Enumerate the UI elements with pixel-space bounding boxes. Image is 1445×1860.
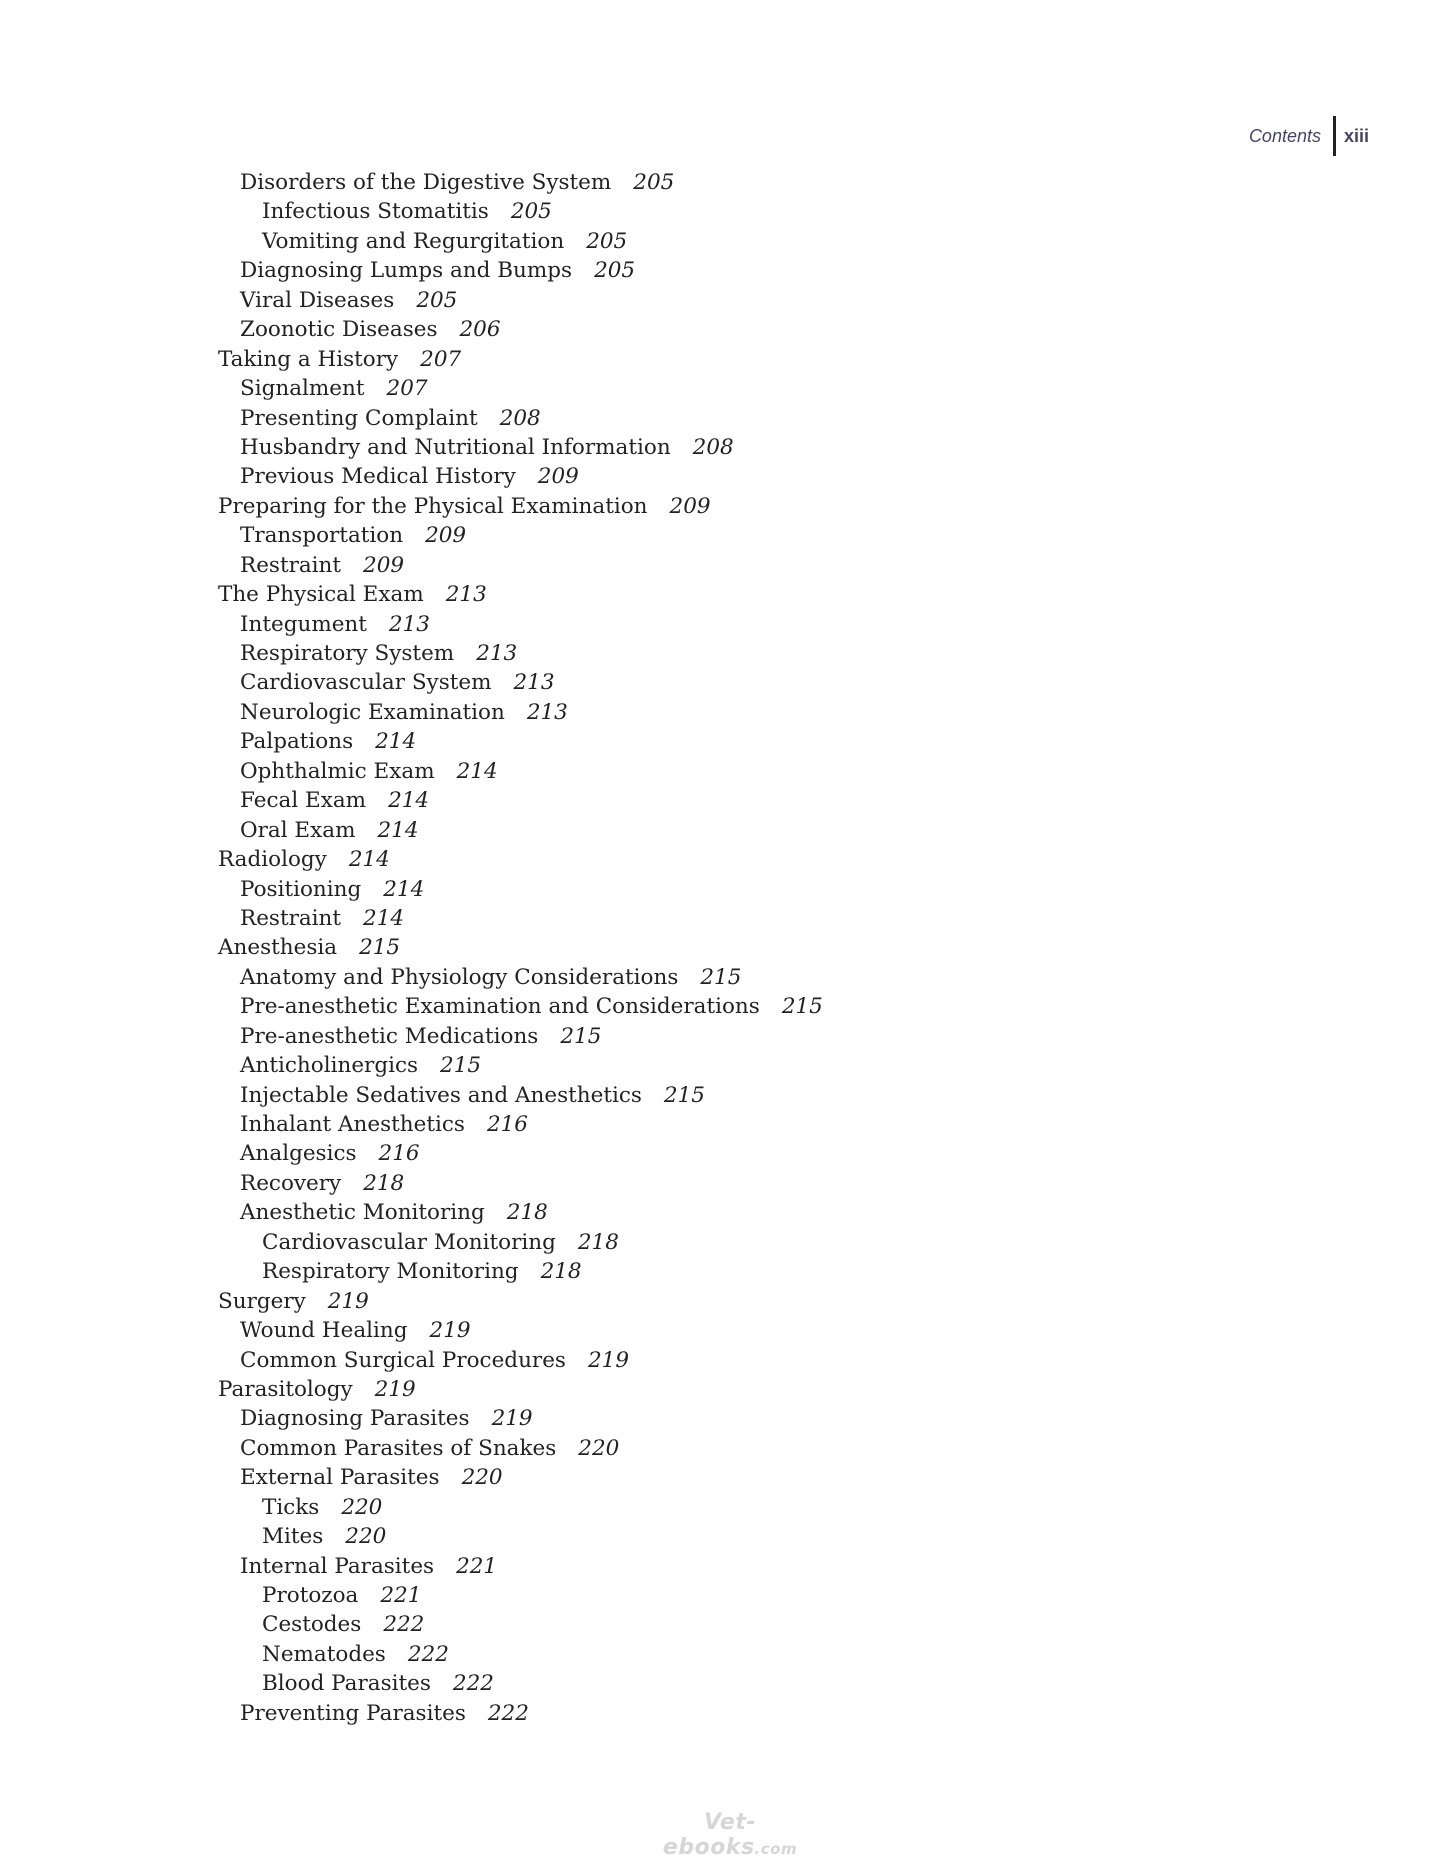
toc-entry-page: 218: [540, 1259, 582, 1285]
toc-entry-page: 206: [459, 317, 501, 343]
toc-entry-title: Cardiovascular System: [240, 670, 492, 696]
toc-entry-page: 220: [578, 1435, 620, 1461]
toc-entry-page: 219: [491, 1406, 533, 1432]
toc-entry-title: Restraint: [240, 905, 342, 931]
toc-entry-page: 216: [486, 1112, 528, 1137]
toc-entry: [0, 1081, 1200, 1110]
toc-entry: [0, 1640, 1200, 1669]
toc-entry-page: 205: [586, 228, 628, 254]
toc-entry-title: Inhalant Anesthetics: [240, 1112, 465, 1137]
toc-entry-title: Diagnosing Parasites: [240, 1406, 470, 1432]
toc-entry-title: Parasitology: [218, 1376, 353, 1402]
toc-entry-page: 205: [416, 287, 458, 313]
toc-entry: [0, 197, 1200, 226]
toc-entry-page: 208: [692, 434, 734, 460]
toc-entry: [0, 227, 1200, 256]
toc-entry-title: Nematodes: [262, 1641, 386, 1667]
watermark-name: Vet-ebooks: [662, 1810, 756, 1860]
toc-entry: [0, 1316, 1200, 1345]
toc-entry-page: 214: [348, 847, 390, 873]
toc-entry-title: Anesthesia: [218, 935, 338, 961]
toc-entry-title: Zoonotic Diseases: [240, 317, 438, 343]
toc-entry-title: Anesthetic Monitoring: [240, 1200, 485, 1226]
toc-entry-title: Preventing Parasites: [240, 1700, 466, 1726]
toc-entry-title: External Parasites: [240, 1465, 440, 1491]
toc-entry: [0, 1699, 1200, 1728]
toc-entry: [0, 1552, 1200, 1581]
toc-entry: [0, 610, 1200, 639]
toc-entry: [0, 551, 1200, 580]
toc-entry-title: Respiratory System: [240, 641, 455, 666]
toc-entry-page: 209: [425, 523, 467, 549]
toc-entry: [0, 1051, 1200, 1080]
toc-entry-title: Infectious Stomatitis: [262, 199, 489, 225]
toc-entry-page: 209: [363, 552, 405, 578]
toc-entry-page: 214: [363, 905, 405, 931]
toc-entry: [0, 374, 1200, 403]
toc-entry-title: Cestodes: [262, 1612, 362, 1638]
toc-entry: [0, 933, 1200, 962]
toc-entry: [0, 875, 1200, 904]
running-header: [1249, 116, 1369, 156]
toc-entry: [0, 286, 1200, 315]
running-header-section: Contents: [1248, 125, 1321, 146]
toc-entry-page: 208: [499, 405, 541, 431]
watermark-domain: .com: [754, 1840, 798, 1858]
toc-entry-title: Analgesics: [240, 1141, 357, 1167]
toc-entry-page: 219: [429, 1318, 471, 1344]
toc-entry-page: 213: [445, 582, 487, 608]
toc-entry: [0, 1169, 1200, 1198]
toc-entry: [0, 1434, 1200, 1463]
toc-entry-title: Previous Medical History: [240, 464, 516, 490]
toc-entry-page: 218: [363, 1170, 405, 1196]
toc-entry-title: Positioning: [240, 876, 362, 902]
toc-entry: [0, 433, 1200, 462]
toc-entry-page: 214: [388, 788, 430, 814]
toc-entry-page: 218: [506, 1200, 548, 1226]
toc-entry-title: Taking a History: [218, 346, 399, 372]
toc-entry: [0, 492, 1200, 521]
toc-entry: [0, 168, 1200, 197]
toc-entry-title: Common Parasites of Snakes: [240, 1435, 557, 1461]
table-of-contents: [0, 168, 1200, 1728]
toc-entry-title: Fecal Exam: [240, 788, 367, 814]
toc-entry: [0, 698, 1200, 727]
toc-entry-title: Oral Exam: [240, 817, 356, 843]
toc-entry-page: 214: [456, 758, 498, 784]
toc-entry-title: Surgery: [218, 1288, 306, 1314]
toc-entry: [0, 992, 1200, 1021]
toc-entry-title: Ophthalmic Exam: [240, 758, 435, 784]
toc-entry: [0, 345, 1200, 374]
toc-entry-title: Diagnosing Lumps and Bumps: [240, 258, 573, 284]
toc-entry-title: Recovery: [240, 1170, 342, 1196]
toc-entry-title: Disorders of the Digestive System: [240, 170, 612, 195]
page-number: xiii: [1343, 125, 1369, 146]
toc-entry: [0, 1669, 1200, 1698]
toc-entry-page: 219: [374, 1376, 416, 1402]
toc-entry: [0, 1257, 1200, 1286]
toc-entry: [0, 1287, 1200, 1316]
toc-entry-title: The Physical Exam: [218, 582, 424, 608]
toc-entry-title: Blood Parasites: [262, 1671, 431, 1697]
toc-entry: [0, 727, 1200, 756]
toc-entry-title: Radiology: [218, 847, 327, 873]
toc-entry: [0, 256, 1200, 285]
toc-entry-title: Vomiting and Regurgitation: [262, 228, 565, 254]
toc-entry: [0, 1610, 1200, 1639]
toc-entry-page: 214: [377, 817, 419, 843]
toc-entry: [0, 816, 1200, 845]
toc-entry-page: 215: [560, 1023, 602, 1049]
toc-entry-page: 216: [378, 1141, 420, 1167]
toc-entry-title: Signalment: [240, 376, 365, 402]
toc-entry-title: Cardiovascular Monitoring: [262, 1229, 556, 1255]
toc-entry-page: 222: [383, 1612, 425, 1638]
toc-entry: [0, 315, 1200, 344]
toc-entry-page: 209: [537, 464, 579, 490]
toc-entry-title: Neurologic Examination: [240, 699, 505, 725]
toc-entry-page: 221: [456, 1553, 498, 1579]
toc-entry-page: 221: [380, 1583, 422, 1608]
watermark-logo: [640, 1810, 820, 1860]
toc-entry-title: Internal Parasites: [240, 1553, 435, 1579]
toc-entry-page: 215: [359, 935, 401, 961]
toc-entry: [0, 1463, 1200, 1492]
toc-entry-page: 219: [327, 1288, 369, 1314]
toc-entry: [0, 521, 1200, 550]
toc-entry-page: 213: [388, 611, 430, 637]
toc-entry-page: 205: [633, 170, 675, 195]
toc-entry: [0, 1139, 1200, 1168]
toc-entry-title: Preparing for the Physical Examination: [218, 493, 648, 519]
toc-entry-page: 219: [587, 1347, 630, 1373]
toc-entry: [0, 757, 1200, 786]
toc-entry: [0, 845, 1200, 874]
toc-entry-title: Common Surgical Procedures: [240, 1347, 566, 1373]
toc-entry-page: 213: [513, 670, 555, 696]
toc-entry-page: 215: [700, 964, 742, 990]
toc-entry-page: 215: [663, 1082, 705, 1108]
toc-entry-title: Ticks: [262, 1494, 320, 1520]
toc-entry-title: Injectable Sedatives and Anesthetics: [240, 1082, 642, 1108]
toc-entry-page: 222: [452, 1671, 494, 1697]
toc-entry: [0, 1110, 1200, 1139]
toc-entry-title: Pre-anesthetic Medications: [240, 1023, 539, 1049]
toc-entry-page: 215: [781, 994, 823, 1020]
toc-entry-title: Restraint: [240, 552, 342, 578]
toc-entry-title: Palpations: [240, 729, 354, 755]
toc-entry: [0, 904, 1200, 933]
toc-entry-page: 218: [577, 1229, 619, 1255]
toc-entry-title: Viral Diseases: [240, 287, 395, 313]
toc-entry: [0, 580, 1200, 609]
toc-entry-title: Respiratory Monitoring: [262, 1259, 519, 1285]
toc-entry-title: Protozoa: [262, 1583, 359, 1608]
toc-entry-page: 214: [375, 729, 417, 755]
toc-entry-title: Anatomy and Physiology Considerations: [240, 964, 679, 990]
toc-entry-page: 215: [440, 1053, 482, 1079]
toc-entry-title: Husbandry and Nutritional Information: [240, 434, 671, 460]
toc-entry-page: 222: [407, 1641, 449, 1667]
toc-entry-page: 209: [669, 493, 711, 519]
toc-entry-page: 207: [386, 376, 428, 402]
toc-entry-page: 220: [461, 1465, 503, 1491]
toc-entry-title: Wound Healing: [240, 1318, 408, 1344]
toc-entry: [0, 1346, 1200, 1375]
toc-entry: [0, 639, 1200, 668]
toc-entry-page: 213: [476, 641, 518, 666]
toc-entry-page: 220: [345, 1524, 387, 1550]
toc-entry: [0, 404, 1200, 433]
toc-entry: [0, 1522, 1200, 1551]
toc-entry: [0, 1581, 1200, 1610]
toc-entry-title: Pre-anesthetic Examination and Considerations: [240, 994, 760, 1020]
toc-entry: [0, 1198, 1200, 1227]
header-divider: [1333, 116, 1336, 156]
toc-entry-title: Transportation: [240, 523, 404, 549]
toc-entry-title: Presenting Complaint: [240, 405, 478, 431]
toc-entry: [0, 1375, 1200, 1404]
toc-entry: [0, 786, 1200, 815]
toc-entry-page: 214: [383, 876, 425, 902]
toc-entry-page: 213: [526, 699, 568, 725]
toc-entry: [0, 1022, 1200, 1051]
toc-entry-page: 220: [341, 1494, 383, 1520]
toc-entry-title: Anticholinergics: [240, 1053, 419, 1079]
toc-entry: [0, 1404, 1200, 1433]
toc-entry-page: 205: [594, 258, 636, 284]
toc-entry-title: Mites: [262, 1524, 324, 1550]
toc-entry: [0, 668, 1200, 697]
toc-entry: [0, 1228, 1200, 1257]
toc-entry: [0, 963, 1200, 992]
toc-entry-page: 205: [510, 199, 552, 225]
toc-entry-page: 222: [487, 1700, 529, 1726]
toc-entry: [0, 1493, 1200, 1522]
toc-entry-title: Integument: [240, 611, 367, 637]
toc-entry: [0, 462, 1200, 491]
toc-entry-page: 207: [420, 346, 462, 372]
